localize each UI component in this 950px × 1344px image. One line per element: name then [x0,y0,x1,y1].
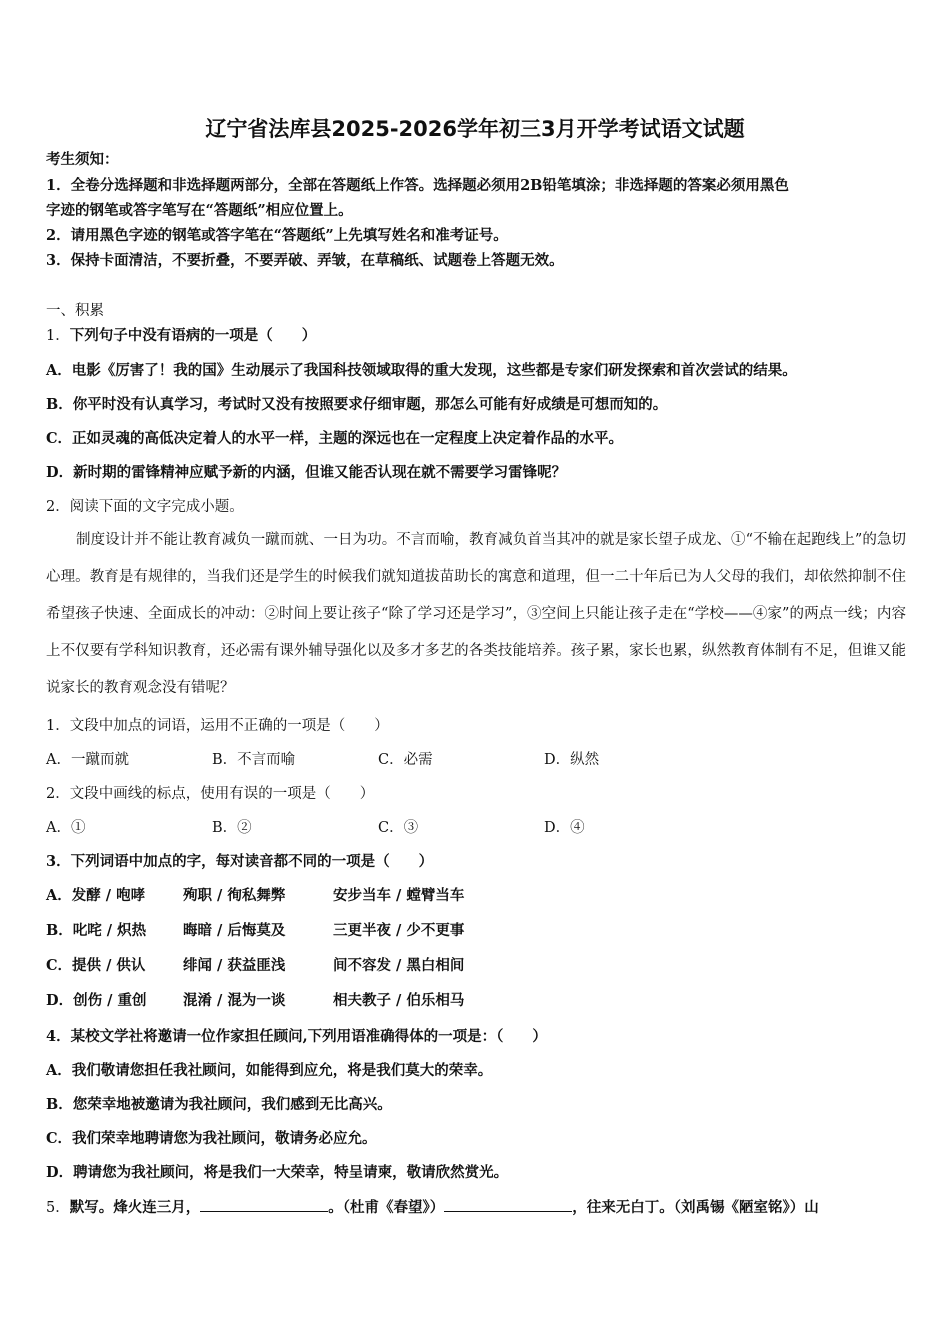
notice-item-1: 1．全卷分选择题和非选择题两部分，全部在答题纸上作答。选择题必须用2B铅笔填涂；非选择题的答案必须用黑色 [46,177,789,194]
sub-question-1-option-b: B．不言而喻 [212,752,296,768]
question-4-option-c: C．我们荣幸地聘请您为我社顾问，敬请务必应允。 [46,1130,377,1147]
question-4-option-d: D．聘请您为我社顾问，将是我们一大荣幸，特呈请柬，敬请欣然赏光。 [46,1164,509,1181]
question-1-option-c: C．正如灵魂的高低决定着人的水平一样，主题的深远也在一定程度上决定着作品的水平。 [46,430,624,447]
question-5-part-3: ，往来无白丁。（刘禹锡《陋室铭》）山 [572,1199,819,1216]
question-1-option-a: A．电影《厉害了！我的国》生动展示了我国科技领域取得的重大发现，这些都是专家们研发探索和首次尝试的结果。 [46,362,797,379]
question-1-stem [46,326,906,346]
q3-b-pair-3: 三更半夜 / 少不更事 [333,922,465,939]
sub-question-1-option-c: C．必需 [378,752,433,768]
answer-blank-1[interactable] [200,1197,328,1212]
question-4-option-a: A．我们敬请您担任我社顾问，如能得到应允，将是我们莫大的荣幸。 [46,1062,493,1079]
question-4-stem: 4．某校文学社将邀请一位作家担任顾问,下列用语准确得体的一项是：（ ） [46,1028,547,1045]
q3-d-pair-3: 相夫教子 / 伯乐相马 [333,992,465,1009]
sub-question-2-option-c: C．③ [378,820,419,836]
section-heading: 一、积累 [46,303,104,319]
sub-question-1-stem: 1．文段中加点的词语，运用不正确的一项是（ ） [46,718,389,734]
sub-question-2-options [46,818,906,838]
answer-blank-2[interactable] [444,1197,572,1212]
question-5-number: 5． [46,1200,70,1216]
q3-d-pair-1: D．创伤 / 重创 [46,992,147,1009]
question-1-option-d: D．新时期的雷锋精神应赋予新的内涵，但谁又能否认现在就不需要学习雷锋呢？ [46,464,567,481]
q3-c-pair-2: 绯闻 / 获益匪浅 [183,957,286,974]
q3-b-pair-1: B．叱咤 / 炽热 [46,922,147,939]
q3-a-pair-2: 殉职 / 徇私舞弊 [183,887,286,904]
page-title: 辽宁省法库县2025-2026学年初三3月开学考试语文试题 [205,117,745,141]
sub-question-1-option-d: D．纵然 [544,752,600,768]
passage-text: 制度设计并不能让教育减负一蹴而就、一日为功。不言而喻，教育减负首当其冲的就是家长望子成龙、①“不输在起跑线上”的急切心理。教育是有规律的，当我们还是学生的时候我们就知道拔苗助长的寓意和道理，但一二十年后已为人父母的我们，却依然抑制不住希望孩子快速、全面成长的冲动：②时间上要让孩子“除了学习还是学习”，③空间上只能让孩子走在“学校——④家”的两点一线；内容上不仅要有学科知识教育，还必需有课外辅导强化以及多才多艺的各类技能培养。孩子累，家长也累，纵然教育体制有不足，但谁又能说家长的教育观念没有错呢？ [46,532,906,696]
question-3-option-d [46,991,906,1011]
sub-question-1-options [46,750,906,770]
reading-passage [46,522,906,707]
q3-a-pair-3: 安步当车 / 螳臂当车 [333,887,465,904]
question-4-option-b: B．您荣幸地被邀请为我社顾问，我们感到无比高兴。 [46,1096,392,1113]
q3-c-pair-1: C．提供 / 供认 [46,957,146,974]
sub-question-2-option-d: D．④ [544,820,585,836]
q3-c-pair-3: 间不容发 / 黑白相间 [333,957,465,974]
question-5-part-2: 。（杜甫《春望》） [328,1199,445,1216]
sub-question-1-option-a: A．一蹴而就 [46,752,129,768]
question-5-part-1: 默写。烽火连三月， [69,1199,201,1216]
sub-question-2-option-b: B．② [212,820,252,836]
question-2-stem: 2．阅读下面的文字完成小题。 [46,499,244,515]
sub-question-2-option-a: A．① [46,820,86,836]
question-1-number: 1． [46,328,70,344]
q3-d-pair-2: 混淆 / 混为一谈 [183,992,286,1009]
question-3-stem: 3．下列词语中加点的字，每对读音都不同的一项是（ ） [46,853,434,870]
notice-item-1-cont: 字迹的钢笔或答字笔写在“答题纸”相应位置上。 [46,202,353,219]
sub-question-2-stem: 2．文段中画线的标点，使用有误的一项是（ ） [46,786,375,802]
question-3-option-c [46,956,906,976]
question-1-option-b: B．你平时没有认真学习，考试时又没有按照要求仔细审题，那怎么可能有好成绩是可想而知的。 [46,396,668,413]
q3-a-pair-1: A．发酵 / 咆哮 [46,887,146,904]
notice-item-3: 3．保持卡面清洁，不要折叠，不要弄破、弄皱，在草稿纸、试题卷上答题无效。 [46,252,564,269]
question-5-line [46,1197,906,1218]
notice-heading: 考生须知： [46,151,119,168]
question-1-text: 下列句子中没有语病的一项是（ ） [69,327,317,344]
notice-item-2: 2．请用黑色字迹的钢笔或答字笔在“答题纸”上先填写姓名和准考证号。 [46,227,508,244]
question-3-option-b [46,921,906,941]
question-3-option-a [46,886,906,906]
q3-b-pair-2: 晦暗 / 后悔莫及 [183,922,286,939]
